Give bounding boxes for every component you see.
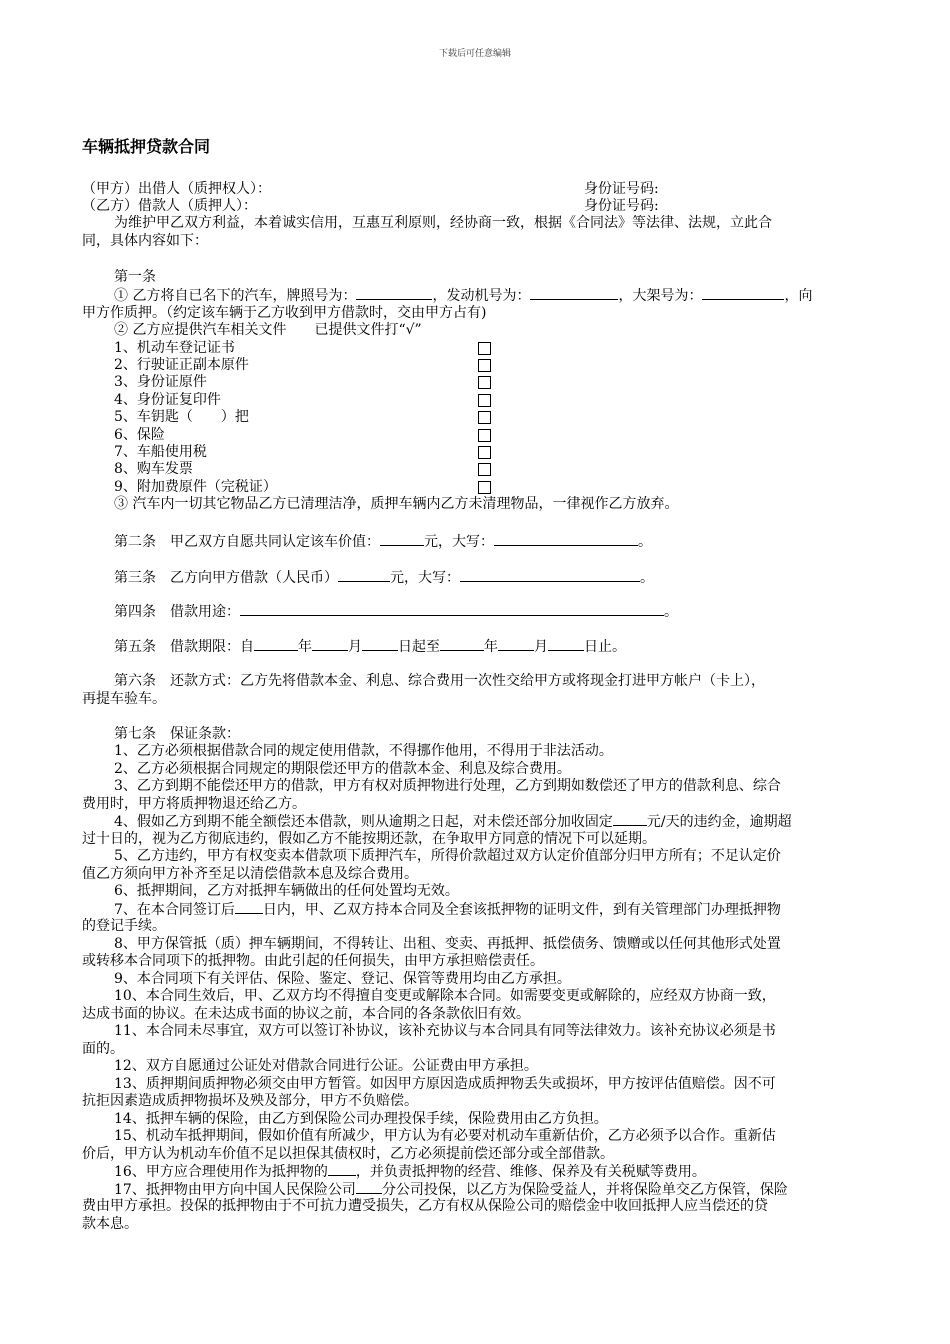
loan-amount-words-blank[interactable] bbox=[460, 568, 640, 582]
clause-text: 元，大写： bbox=[424, 534, 494, 550]
article-7-clause-7-cont: 的登记手续。 bbox=[82, 918, 166, 934]
clause-text: 。 bbox=[638, 534, 652, 550]
clause-text: 日起至 bbox=[398, 639, 440, 655]
clause-text: 月 bbox=[534, 639, 548, 655]
article-7-clause-17 bbox=[82, 1180, 904, 1198]
document-item: 2、行驶证正副本原件 bbox=[114, 357, 249, 373]
end-year-blank[interactable] bbox=[440, 637, 484, 651]
article-1-clause-1-line-2: 甲方作质押。（约定该车辆于乙方收到甲方借款时，交由甲方占有) bbox=[82, 305, 487, 321]
article-7-clause-3: 3、乙方到期不能偿还甲方的借款，甲方有权对质押物进行处理，乙方到期如数偿还了甲方的借款利息、综合 bbox=[114, 778, 781, 794]
clause-text: 。 bbox=[640, 570, 654, 586]
document-item: 5、车钥匙（ ）把 bbox=[114, 409, 249, 425]
clause-text: ，大架号为： bbox=[618, 288, 703, 304]
intro-line-2: 同，具体内容如下： bbox=[82, 233, 208, 249]
document-item: 9、附加费原件（完税证） bbox=[114, 479, 277, 495]
article-5 bbox=[82, 637, 904, 655]
document-item: 4、身份证复印件 bbox=[114, 392, 221, 408]
clause-text: 16、甲方应合理使用作为抵押物的 bbox=[114, 1164, 328, 1180]
end-month-blank[interactable] bbox=[498, 637, 534, 651]
clause-text: 17、抵押物由甲方向中国人民保险公司 bbox=[114, 1182, 356, 1198]
article-2 bbox=[82, 532, 904, 550]
article-7-clause-9: 9、本合同项下有关评估、保险、鉴定、登记、保管等费用均由乙方承担。 bbox=[114, 971, 571, 987]
item-checkbox[interactable] bbox=[478, 376, 491, 389]
page-header: 下载后可任意编辑 bbox=[438, 49, 511, 59]
article-7-clause-15-cont: 价后，甲方认为机动车价值不足以担保其债权时，乙方必须提前偿还部分或全部借款。 bbox=[82, 1146, 614, 1162]
item-checkbox[interactable] bbox=[478, 394, 491, 407]
document-item: 1、机动车登记证书 bbox=[114, 340, 235, 356]
article-1-clause-1 bbox=[82, 286, 904, 304]
article-7-clause-8: 8、甲方保管抵（质）押车辆期间，不得转让、出租、变卖、再抵押、抵偿债务、馈赠或以任何其他形式处置 bbox=[114, 936, 781, 952]
vehicle-value-words-blank[interactable] bbox=[494, 532, 638, 546]
clause-text: 第四条 借款用途： bbox=[114, 604, 240, 620]
article-7-clause-5: 5、乙方违约，甲方有权变卖本借款项下质押汽车，所得价款超过双方认定价值部分归甲方所有；不足认定价 bbox=[114, 848, 781, 864]
engine-number-blank[interactable] bbox=[530, 286, 618, 300]
clause-text: ① 乙方将自已名下的汽车，牌照号为： bbox=[114, 288, 357, 304]
article-7-clause-2: 2、乙方必须根据合同规定的期限偿还甲方的借款本金、利息及综合费用。 bbox=[114, 761, 571, 777]
collateral-blank[interactable] bbox=[328, 1162, 356, 1176]
article-1-clause-2: ② 乙方应提供汽车相关文件 已提供文件打“√” bbox=[114, 322, 422, 338]
party-b-label: （乙方）借款人（质押人）： bbox=[82, 198, 257, 214]
clause-text: ，向 bbox=[784, 288, 813, 304]
start-month-blank[interactable] bbox=[312, 637, 348, 651]
clause-text: ，发动机号为： bbox=[432, 288, 531, 304]
article-7-clause-15: 15、机动车抵押期间，假如价值有所减少，甲方认为有必要对机动车重新估价，乙方必须予以合作。重新估 bbox=[114, 1128, 776, 1144]
item-checkbox[interactable] bbox=[478, 481, 491, 494]
document-item: 6、保险 bbox=[114, 427, 165, 443]
party-a-id-label: 身份证号码: bbox=[584, 181, 659, 197]
item-checkbox[interactable] bbox=[478, 342, 491, 355]
end-day-blank[interactable] bbox=[548, 637, 584, 651]
article-7-clause-12: 12、双方自愿通过公证处对借款合同进行公证。公证费由甲方承担。 bbox=[114, 1058, 538, 1074]
article-7-clause-10: 10、本合同生效后，甲、乙双方均不得擅自变更或解除本合同。如需要变更或解除的，应经双方协商一致， bbox=[114, 988, 776, 1004]
article-7-clause-4 bbox=[82, 812, 904, 830]
clause-text: 第二条 甲乙双方自愿共同认定该车价值： bbox=[114, 534, 380, 550]
article-7-clause-11-cont: 面的。 bbox=[82, 1041, 124, 1057]
item-checkbox[interactable] bbox=[478, 359, 491, 372]
clause-text: 分公司投保，以乙方为保险受益人，并将保险单交乙方保管，保险 bbox=[381, 1182, 788, 1198]
start-day-blank[interactable] bbox=[362, 637, 398, 651]
clause-text: ，并负责抵押物的经营、维修、保养及有关税赋等费用。 bbox=[355, 1164, 706, 1180]
document-title: 车辆抵押贷款合同 bbox=[82, 137, 211, 156]
clause-text: 4、假如乙方到期不能全额偿还本借款，则从逾期之日起，对未偿还部分加收固定 bbox=[114, 814, 613, 830]
clause-text: 日内，甲、乙双方持本合同及全套该抵押物的证明文件，到有关管理部门办理抵押物 bbox=[262, 902, 781, 918]
clause-text: 月 bbox=[348, 639, 362, 655]
article-7-clause-17-cont-2: 款本息。 bbox=[82, 1216, 138, 1232]
clause-text: 7、在本合同签订后 bbox=[114, 902, 235, 918]
party-a-line bbox=[82, 180, 872, 198]
article-7-clause-1: 1、乙方必须根据借款合同的规定使用借款，不得挪作他用，不得用于非法活动。 bbox=[114, 743, 613, 759]
article-1-heading: 第一条 bbox=[114, 269, 156, 285]
item-checkbox[interactable] bbox=[478, 411, 491, 424]
document-item: 3、身份证原件 bbox=[114, 374, 207, 390]
article-1-clause-3: ③ 汽车内一切其它物品乙方已清理洁净，质押车辆内乙方未清理物品，一律视作乙方放弃。 bbox=[114, 496, 679, 512]
article-6-line-1: 第六条 还款方式：乙方先将借款本金、利息、综合费用一次性交给甲方或将现金打进甲方帐户（卡上）， bbox=[114, 673, 765, 689]
branch-blank[interactable] bbox=[356, 1180, 382, 1194]
loan-amount-blank[interactable] bbox=[338, 568, 390, 582]
article-7-heading: 第七条 保证条款： bbox=[114, 726, 240, 742]
days-blank[interactable] bbox=[235, 900, 263, 914]
clause-text: 元，大写： bbox=[390, 570, 460, 586]
article-7-clause-3-cont: 费用时，甲方将质押物退还给乙方。 bbox=[82, 796, 306, 812]
article-6-line-2: 再提车验车。 bbox=[82, 691, 166, 707]
article-7-clause-13: 13、质押期间质押物必须交由甲方暂管。如因甲方原因造成质押物丢失或损坏，甲方按评估值赔偿。因不可 bbox=[114, 1076, 776, 1092]
plate-number-blank[interactable] bbox=[356, 286, 432, 300]
clause-text: 。 bbox=[664, 604, 678, 620]
article-7-clause-10-cont: 达成书面的协议。在未达成书面的协议之前，本合同的各条款依旧有效。 bbox=[82, 1006, 530, 1022]
item-checkbox[interactable] bbox=[478, 429, 491, 442]
document-item: 8、购车发票 bbox=[114, 461, 193, 477]
start-year-blank[interactable] bbox=[254, 637, 298, 651]
intro-line-1: 为维护甲乙双方利益，本着诚实信用，互惠互利原则，经协商一致，根据《合同法》等法律、法规，立此合 bbox=[114, 215, 772, 231]
article-3 bbox=[82, 568, 904, 586]
clause-text: 年 bbox=[298, 639, 312, 655]
item-checkbox[interactable] bbox=[478, 446, 491, 459]
article-7-clause-5-cont: 值乙方须向甲方补齐至足以清偿借款本息及综合费用。 bbox=[82, 866, 418, 882]
clause-text: 年 bbox=[484, 639, 498, 655]
article-7-clause-14: 14、抵押车辆的保险，由乙方到保险公司办理投保手续，保险费用由乙方负担。 bbox=[114, 1111, 608, 1127]
article-7-clause-13-cont: 抗拒因素造成质押物损坏及殃及部分，甲方不负赔偿。 bbox=[82, 1093, 418, 1109]
article-4 bbox=[82, 602, 904, 620]
article-7-clause-6: 6、抵押期间，乙方对抵押车辆做出的任何处置均无效。 bbox=[114, 883, 459, 899]
clause-text: 第三条 乙方向甲方借款（人民币） bbox=[114, 570, 338, 586]
article-7-clause-8-cont: 或转移本合同项下的抵押物。由此引起的任何损失，由甲方承担赔偿责任。 bbox=[82, 953, 544, 969]
article-7-clause-11: 11、本合同未尽事宜，双方可以签订补协议，该补充协议与本合同具有同等法律效力。该补充协议必须是书 bbox=[114, 1023, 776, 1039]
vehicle-value-blank[interactable] bbox=[380, 532, 424, 546]
article-7-clause-16 bbox=[82, 1162, 904, 1180]
clause-text: 第五条 借款期限：自 bbox=[114, 639, 254, 655]
clause-text: 元/天的违约金，逾期超 bbox=[646, 814, 792, 830]
frame-number-blank[interactable] bbox=[702, 286, 784, 300]
party-a-label: （甲方）出借人（质押权人）： bbox=[82, 181, 271, 197]
party-b-id-label: 身份证号码: bbox=[584, 198, 659, 214]
item-checkbox[interactable] bbox=[478, 463, 491, 476]
penalty-rate-blank[interactable] bbox=[613, 812, 647, 826]
article-7-clause-4-cont: 过十日的，视为乙方彻底违约，假如乙方不能按期还款，在争取甲方同意的情况下可以延期。 bbox=[82, 831, 656, 847]
article-7-clause-7 bbox=[82, 900, 904, 918]
party-b-line bbox=[82, 197, 872, 215]
document-item: 7、车船使用税 bbox=[114, 444, 207, 460]
article-7-clause-17-cont-1: 费由甲方承担。投保的抵押物由于不可抗力遭受损失，乙方有权从保险公司的赔偿金中收回抵押人应当偿还的贷 bbox=[82, 1198, 768, 1214]
clause-text: 日止。 bbox=[584, 639, 626, 655]
loan-purpose-blank[interactable] bbox=[240, 602, 664, 616]
